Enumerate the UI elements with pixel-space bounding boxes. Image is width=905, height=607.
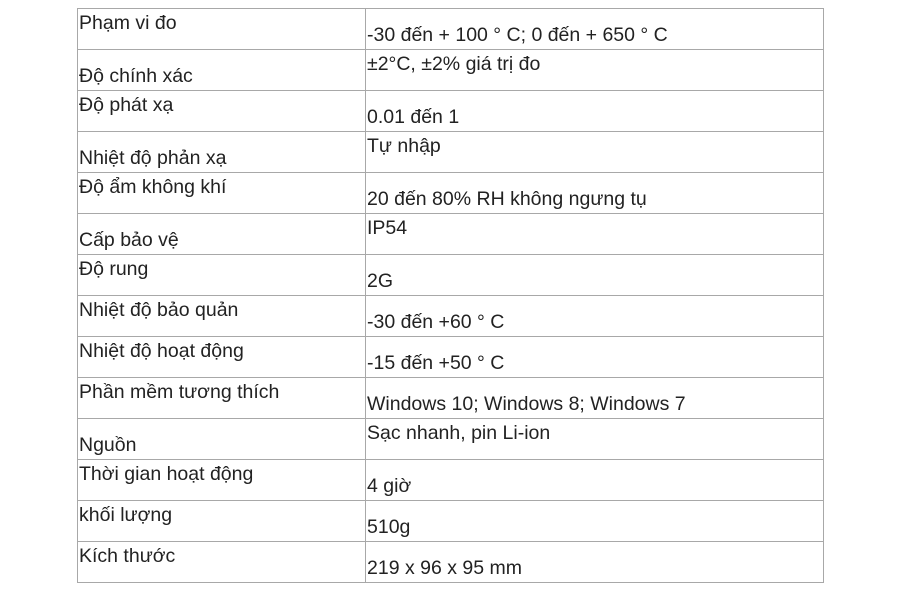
spec-row bbox=[78, 337, 824, 378]
spec-row bbox=[78, 296, 824, 337]
spec-label: Phần mềm tương thích bbox=[78, 378, 366, 419]
spec-row bbox=[78, 214, 824, 255]
spec-row bbox=[78, 173, 824, 214]
spec-row bbox=[78, 460, 824, 501]
spec-label: Nhiệt độ hoạt động bbox=[78, 337, 366, 378]
spec-label: Độ phát xạ bbox=[78, 91, 366, 132]
spec-value: 20 đến 80% RH không ngưng tụ bbox=[366, 173, 824, 214]
specifications-table-body bbox=[78, 9, 824, 583]
spec-value: 219 x 96 x 95 mm bbox=[366, 542, 824, 583]
spec-label: Độ chính xác bbox=[78, 50, 366, 91]
spec-label: khối lượng bbox=[78, 501, 366, 542]
spec-row bbox=[78, 9, 824, 50]
spec-label: Nguồn bbox=[78, 419, 366, 460]
spec-label: Thời gian hoạt động bbox=[78, 460, 366, 501]
spec-row bbox=[78, 132, 824, 173]
spec-value: 2G bbox=[366, 255, 824, 296]
spec-value: Windows 10; Windows 8; Windows 7 bbox=[366, 378, 824, 419]
spec-row bbox=[78, 378, 824, 419]
spec-row bbox=[78, 542, 824, 583]
spec-value: IP54 bbox=[366, 214, 824, 255]
spec-value: Sạc nhanh, pin Li-ion bbox=[366, 419, 824, 460]
spec-row bbox=[78, 255, 824, 296]
spec-value: 4 giờ bbox=[366, 460, 824, 501]
spec-value: -15 đến +50 ° C bbox=[366, 337, 824, 378]
spec-row bbox=[78, 419, 824, 460]
spec-label: Độ rung bbox=[78, 255, 366, 296]
spec-label: Phạm vi đo bbox=[78, 9, 366, 50]
spec-row bbox=[78, 91, 824, 132]
spec-value: 510g bbox=[366, 501, 824, 542]
spec-label: Nhiệt độ phản xạ bbox=[78, 132, 366, 173]
spec-label: Cấp bảo vệ bbox=[78, 214, 366, 255]
spec-value: -30 đến +60 ° C bbox=[366, 296, 824, 337]
specifications-table bbox=[77, 8, 824, 583]
spec-value: Tự nhập bbox=[366, 132, 824, 173]
spec-value: -30 đến + 100 ° C; 0 đến + 650 ° C bbox=[366, 9, 824, 50]
spec-row bbox=[78, 50, 824, 91]
spec-label: Độ ẩm không khí bbox=[78, 173, 366, 214]
spec-value: 0.01 đến 1 bbox=[366, 91, 824, 132]
spec-label: Nhiệt độ bảo quản bbox=[78, 296, 366, 337]
spec-value: ±2°C, ±2% giá trị đo bbox=[366, 50, 824, 91]
spec-label: Kích thước bbox=[78, 542, 366, 583]
spec-row bbox=[78, 501, 824, 542]
